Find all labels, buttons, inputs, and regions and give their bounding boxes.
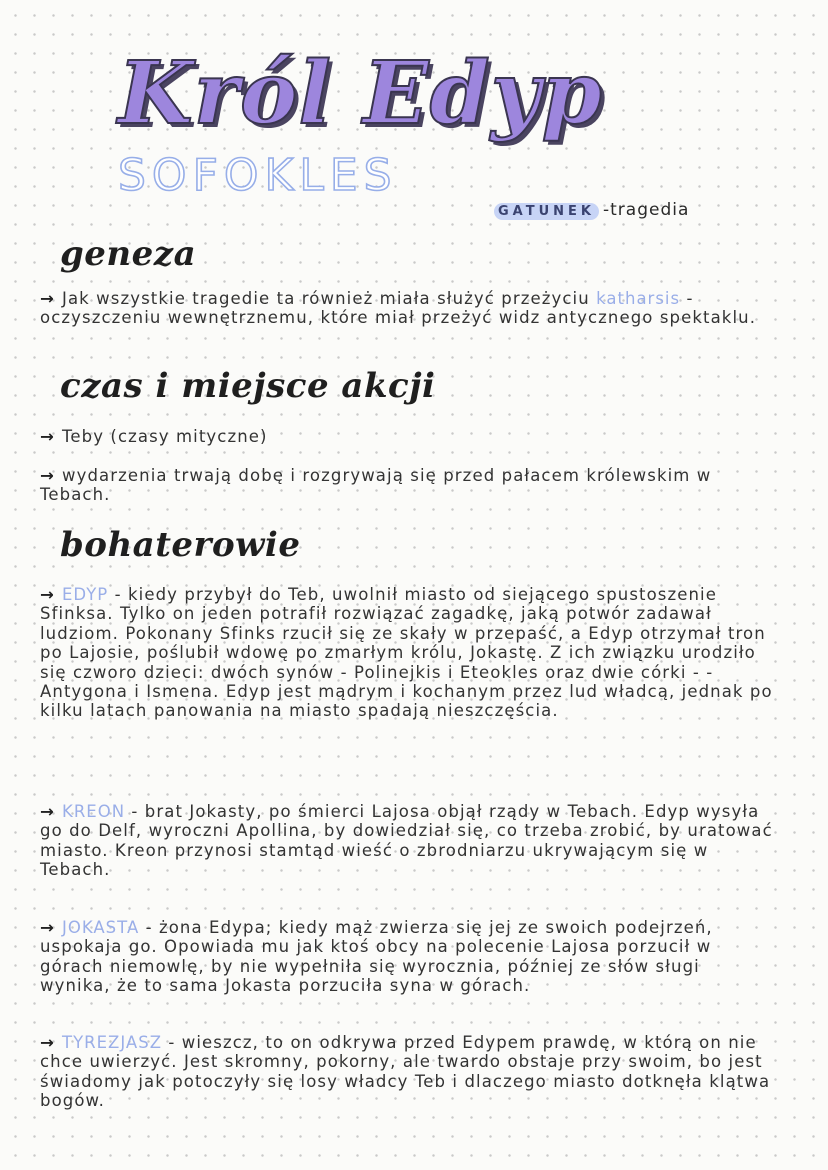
arrow-icon: → bbox=[40, 289, 55, 308]
arrow-icon: → bbox=[40, 466, 55, 485]
author-name: SOFOKLES bbox=[118, 150, 398, 201]
arrow-icon: → bbox=[40, 802, 55, 821]
edyp-text: - kiedy przybył do Teb, uwolnił miasto od siejącego spustoszenie Sfinksa. Tylko on jeden potrafił rozwiązać zagadkę, jaką potwór zadawał ludziom. Pokonany Sfinks rzucił się ze skały w przepaść, a Edyp otrzymał tron po Lajosie, poślubił wdowę po zmarłym królu, Jokastę. Z ich związku urodziło się czworo dzieci: dwóch synów - Polinejkis i Eteokles oraz dwie córki - - Antygona i Ismena. Edyp jest mądrym i kochanym przez lud władcą, jednak po kilku latach panowania na miasto spadają nieszczęścia. bbox=[40, 585, 773, 721]
kreon-text: - brat Jokasty, po śmierci Lajosa objął rządy w Tebach. Edyp wysyła go do Delf, wyroczni Apollina, by dowiedział się, co trzeba zrobić, by uratować miasto. Kreon przynosi stamtąd wieść o zbrodniarzu ukrywającym się w Tebach. bbox=[40, 802, 773, 880]
geneza-item bbox=[40, 289, 775, 328]
geneza-text-post: - oczyszczeniu wewnętrznemu, które miał przeżyć widz antycznego spektaklu. bbox=[40, 289, 757, 328]
heading-czas-i-miejsce: czas i miejsce akcji bbox=[60, 366, 436, 406]
genre-label: GATUNEK bbox=[494, 203, 599, 220]
term-tyrezjasz: TYREZJASZ bbox=[62, 1033, 162, 1052]
czas-text-2: wydarzenia trwają dobę i rozgrywają się przed pałacem królewskim w Tebach. bbox=[40, 466, 712, 505]
heading-geneza: geneza bbox=[60, 234, 197, 274]
bohater-kreon bbox=[40, 802, 775, 880]
czas-text-1: Teby (czasy mityczne) bbox=[62, 427, 268, 446]
bohater-jokasta bbox=[40, 918, 775, 996]
term-kreon: KREON bbox=[62, 802, 126, 821]
term-edyp: EDYP bbox=[62, 585, 109, 604]
czas-item-2 bbox=[40, 466, 775, 505]
term-katharsis: katharsis bbox=[596, 289, 681, 308]
arrow-icon: → bbox=[40, 427, 55, 446]
arrow-icon: → bbox=[40, 1033, 55, 1052]
geneza-text-pre: Jak wszystkie tragedie ta również miała służyć przeżyciu bbox=[62, 289, 590, 308]
bohater-tyrezjasz bbox=[40, 1033, 775, 1111]
czas-item-1 bbox=[40, 427, 775, 446]
genre-line bbox=[494, 200, 689, 220]
bohater-edyp bbox=[40, 585, 775, 721]
page-title: Król Edyp bbox=[118, 43, 603, 144]
genre-value: -tragedia bbox=[602, 200, 690, 220]
term-jokasta: JOKASTA bbox=[62, 918, 140, 937]
jokasta-text: - żona Edypa; kiedy mąż zwierza się jej ze swoich podejrzeń, uspokaja go. Opowiada mu jak ktoś obcy na polecenie Lajosa porzucił w górach niemowlę, by nie wypełniła się wyrocznia, później ze słów sługi wynika, że to sama Jokasta porzuciła syna w górach. bbox=[40, 918, 713, 996]
heading-bohaterowie: bohaterowie bbox=[60, 525, 301, 565]
arrow-icon: → bbox=[40, 585, 55, 604]
tyrezjasz-text: - wieszcz, to on odkrywa przed Edypem prawdę, w którą on nie chce uwierzyć. Jest skromny, pokorny, ale twardo obstaje przy swoim, bo jest świadomy jak potoczyły się losy władcy Teb i dlaczego miasto dotknęła klątwa bogów. bbox=[40, 1033, 771, 1111]
arrow-icon: → bbox=[40, 918, 55, 937]
